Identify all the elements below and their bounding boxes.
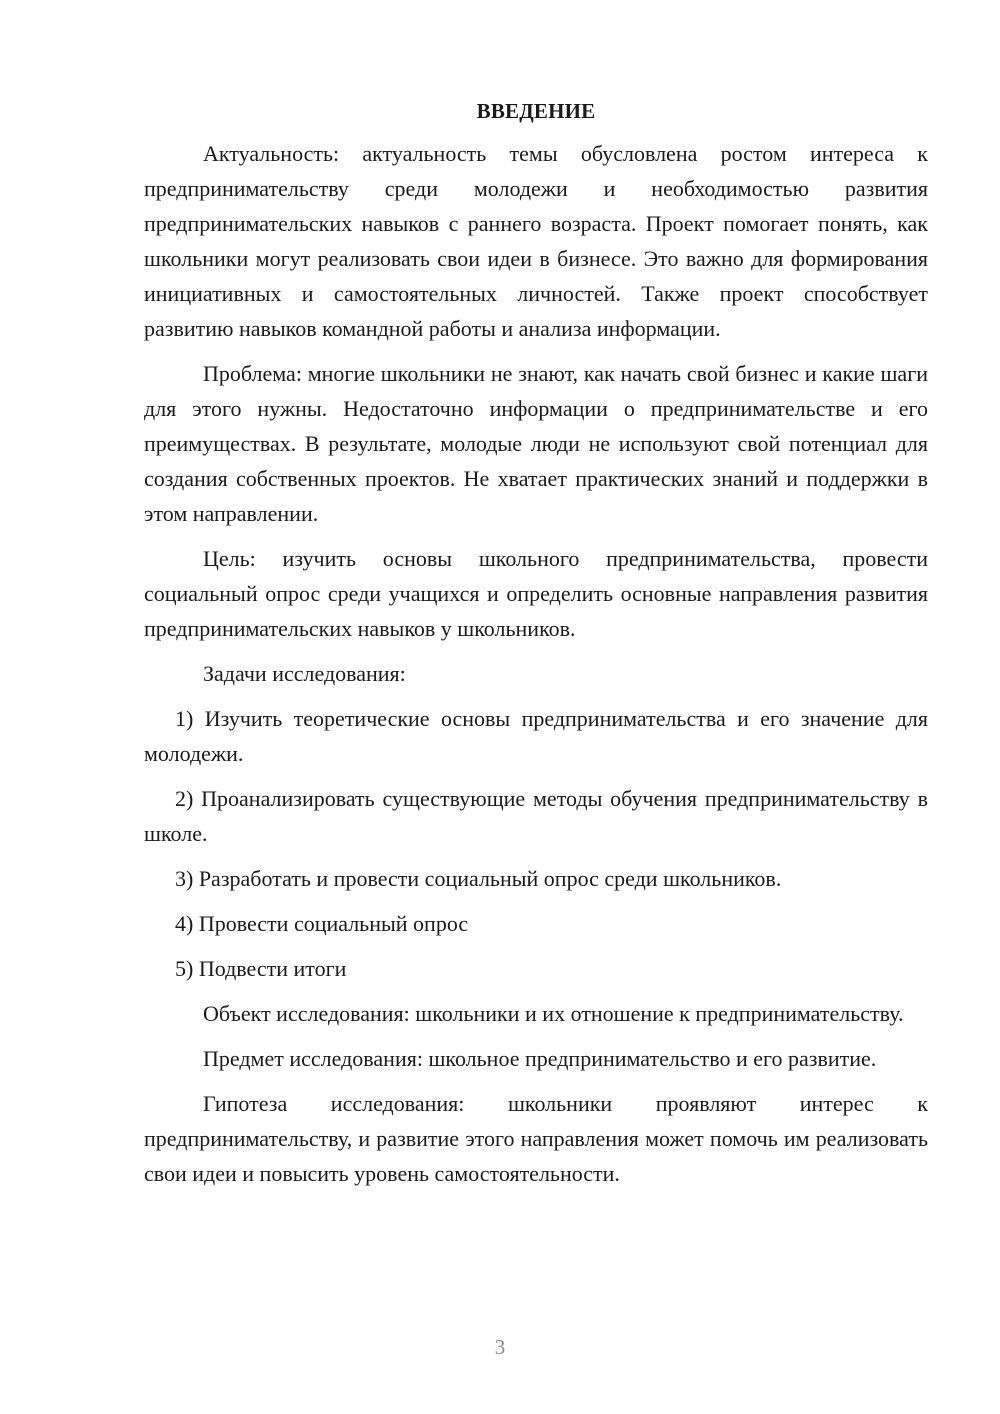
- object-paragraph: Объект исследования: школьники и их отношение к предпринимательству.: [203, 1001, 904, 1026]
- page-number: 3: [494, 1335, 506, 1359]
- task-item-1: 1) Изучить теоретические основы предпринимательства и его значение для молодежи.: [144, 706, 928, 766]
- problem-paragraph: Проблема: многие школьники не знают, как начать свой бизнес и какие шаги для этого нужны. Недостаточно информации о предпринимательстве и его преимуществах. В результате, молодые люди не используют свой потенциал для создания собственных проектов. Не хватает практических знаний и поддержки в этом направлении.: [144, 361, 928, 526]
- page-content: [144, 94, 928, 1201]
- subject-paragraph: Предмет исследования: школьное предпринимательство и его развитие.: [203, 1046, 877, 1071]
- relevance-paragraph: Актуальность: актуальность темы обусловлена ростом интереса к предпринимательству среди молодежи и необходимостью развития предпринимательских навыков с раннего возраста. Проект помогает понять, как школьники могут реализовать свои идеи в бизнесе. Это важно для формирования инициативных и самостоятельных личностей. Также проект способствует развитию навыков командной работы и анализа информации.: [144, 141, 928, 341]
- hypothesis-paragraph: Гипотеза исследования: школьники проявляют интерес к предпринимательству, и развитие этого направления может помочь им реализовать свои идеи и повысить уровень самостоятельности.: [144, 1091, 928, 1186]
- task-item-2: 2) Проанализировать существующие методы обучения предпринимательству в школе.: [144, 786, 928, 846]
- section-title: ВВЕДЕНИЕ: [476, 99, 596, 123]
- task-item-3: 3) Разработать и провести социальный опрос среди школьников.: [175, 866, 782, 891]
- task-item-5: 5) Подвести итоги: [175, 956, 347, 981]
- goal-paragraph: Цель: изучить основы школьного предпринимательства, провести социальный опрос среди учащихся и определить основные направления развития предпринимательских навыков у школьников.: [144, 546, 928, 641]
- task-item-4: 4) Провести социальный опрос: [175, 911, 469, 936]
- tasks-heading: Задачи исследования:: [203, 661, 406, 686]
